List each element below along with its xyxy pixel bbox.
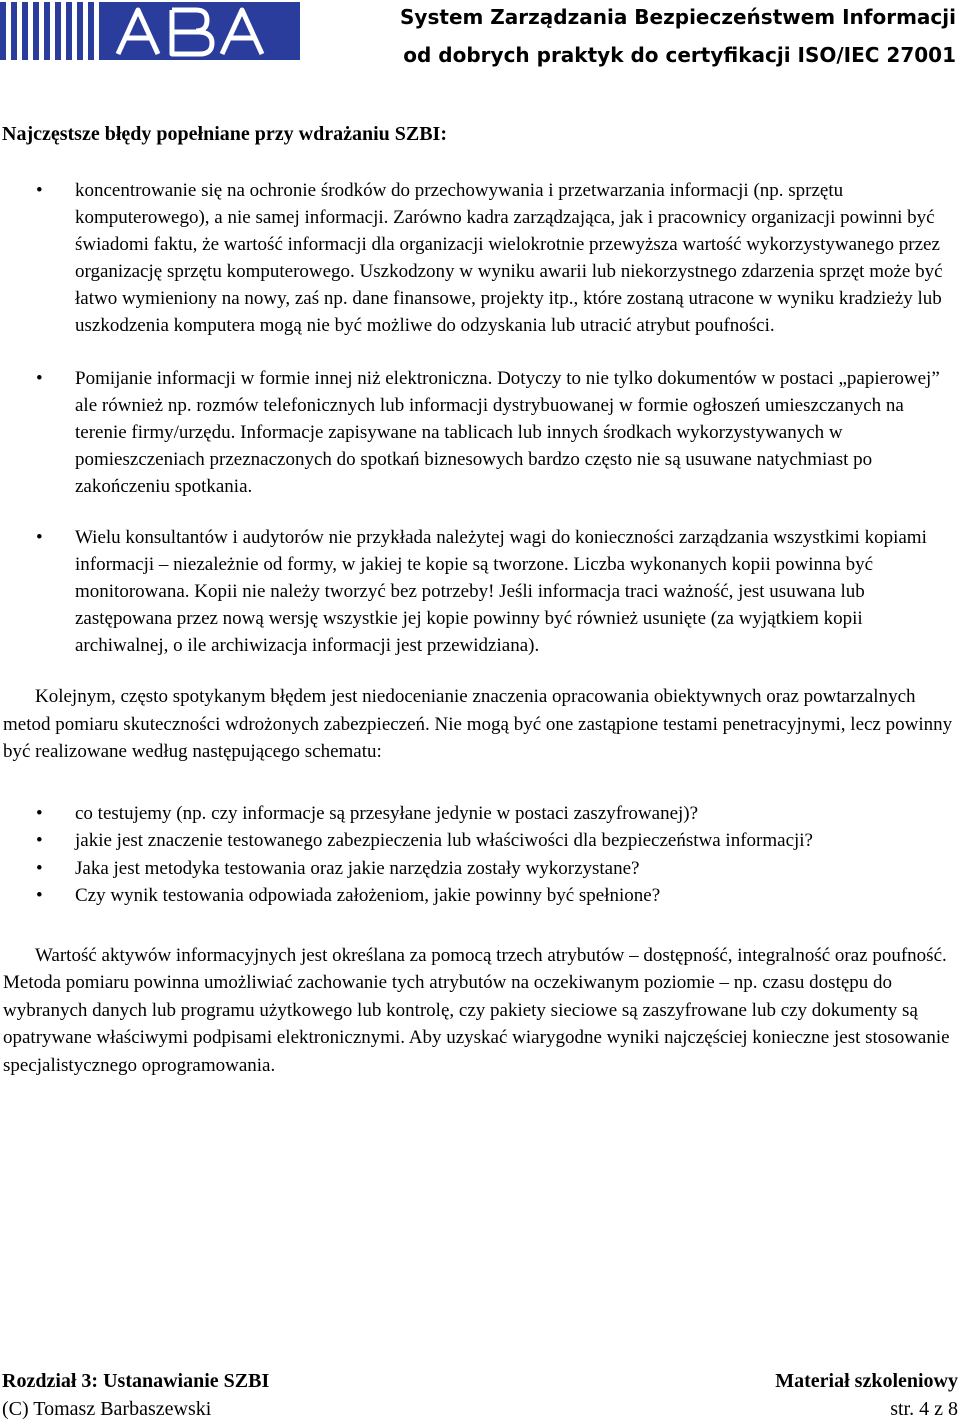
bullet-icon: • [36,527,43,548]
list-item [3,177,958,339]
footer-author: (C) Tomasz Barbaszewski [2,1398,212,1420]
bullet-icon: • [36,857,43,879]
header-title-sub: od dobrych praktyk do certyfikacji ISO/IEC 27001 [403,43,956,67]
bullet-icon: • [36,885,43,906]
aba-logo [0,0,300,62]
footer-page-number: str. 4 z 8 [890,1398,958,1420]
list-item [3,524,958,659]
page-header [0,0,960,80]
list-item [3,882,958,910]
list-item-text: Wielu konsultantów i audytorów nie przykłada należytej wagi do konieczności zarządzania wszystkimi kopiami informacji – niezależnie od formy, w jakiej te kopie są tworzone. Liczba wykonanych kopii powinna być monitorowana. Kopii nie należy tworzyć bez potrzeby! Jeśli informacja traci ważność, jest usuwana lub zastępowana przez nową wersję wszystkie jej kopie powinny być również usunięte (za wyjątkiem kopii archiwalnej, o ile archiwizacja informacji jest przewidziana). [75,527,927,656]
bullet-icon: • [36,802,43,824]
paragraph-testing: Kolejnym, często spotykanym błędem jest niedocenianie znaczenia opracowania obiektywnych oraz powtarzalnych metod pomiaru skuteczności wdrożonych zabezpieczeń. Nie mogą być one zastąpione testami penetracyjnymi, lecz powinny być realizowane według następującego schematu: [3,686,953,762]
list-item-text: koncentrowanie się na ochronie środków do przechowywania i przetwarzania informacji (np. sprzętu komputerowego), a nie samej informacji. Zarówno kadra zarządzająca, jak i pracownicy organizacji powinni być świadomi faktu, że wartość informacji dla organizacji wielokrotnie przewyższa wartość wykorzystywanego przez organizację sprzętu komputerowego. Uszkodzony w wyniku awarii lub niekorzystnego zdarzenia sprzęt może być łatwo wymieniony na nowy, zaś np. dane finansowe, projekty itp., które zostaną utracone w wyniku kradzieży lub uszkodzenia komputera mogą nie być możliwe do odzyskania lub utracić atrybut poufności. [75,180,943,336]
bullet-icon: • [36,830,43,851]
page-footer [2,1367,958,1423]
testing-scheme-list [3,800,958,910]
list-item-text: Pomijanie informacji w formie innej niż elektroniczna. Dotyczy to nie tylko dokumentów w postaci „papierowej” ale również np. rozmów telefonicznych lub informacji dystrybuowanej w formie ogłoszeń umieszczanych na terenie firmy/urzędu. Informacje zapisywane na tablicach lub innych środkach wykorzystywanych w pomieszczeniach przeznaczonych do spotkań biznesowych bardzo często nie są usuwane natychmiast po zakończeniu spotkania. [75,368,940,497]
document-body [3,170,958,1079]
header-titles [400,0,956,70]
logo-graphic [0,0,300,62]
list-item-text: Jaka jest metodyka testowania oraz jakie narzędzia zostały wykorzystane? [75,857,640,879]
header-title-main: System Zarządzania Bezpieczeństwem Informacji [400,5,956,29]
list-item-text: Czy wynik testowania odpowiada założeniom, jakie powinny być spełnione? [75,885,661,906]
list-item-text: jakie jest znaczenie testowanego zabezpieczenia lub właściwości dla bezpieczeństwa informacji? [75,830,813,851]
list-item [3,827,958,855]
bullet-icon: • [36,368,43,389]
list-item [3,800,958,828]
footer-chapter: Rozdział 3: Ustanawianie SZBI [2,1370,270,1392]
list-item [3,855,958,883]
section-title: Najczęstsze błędy popełniane przy wdrażaniu SZBI: [2,123,447,145]
mistakes-list [3,177,958,659]
footer-material: Materiał szkoleniowy [775,1370,958,1392]
paragraph-asset-value: Wartość aktywów informacyjnych jest określana za pomocą trzech atrybutów – dostępność, integralność oraz poufność. Metoda pomiaru powinna umożliwiać zachowanie tych atrybutów na oczekiwanym poziomie – np. czasu dostępu do wybranych danych lub programu użytkowego lub kontrolę, czy pakiety sieciowe są zaszyfrowane lub czy dokumenty są opatrywane właściwymi podpisami elektronicznymi. Aby uzyskać wiarygodne wyniki najczęściej konieczne jest stosowanie specjalistycznego oprogramowania. [3,944,950,1076]
list-item-text: co testujemy (np. czy informacje są przesyłane jedynie w postaci zaszyfrowanej)? [75,802,699,824]
bullet-icon: • [36,180,43,201]
list-item [3,365,958,500]
